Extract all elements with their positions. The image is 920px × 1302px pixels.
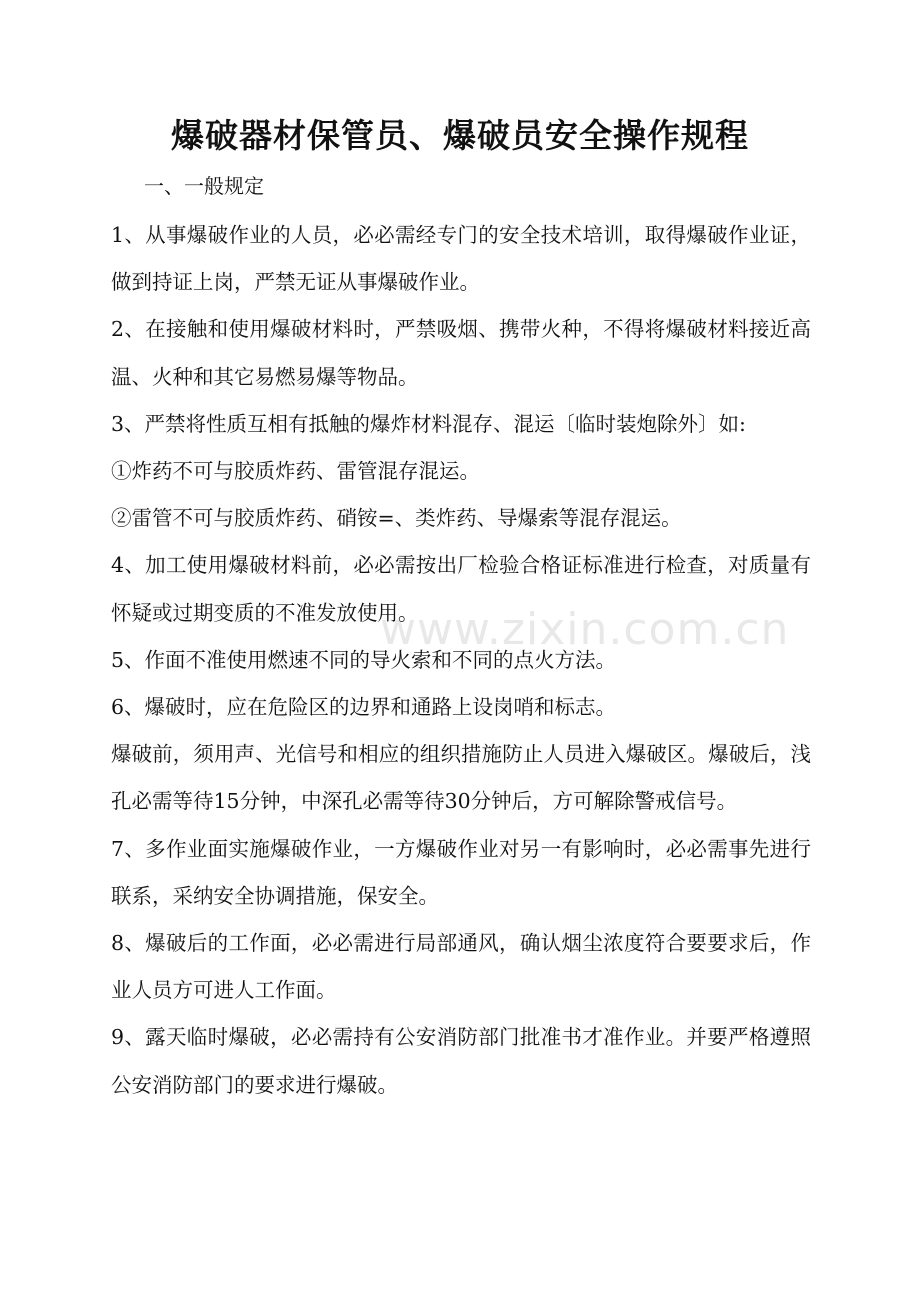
paragraph-3-item-1: ①炸药不可与胶质炸药、雷管混存混运。 — [111, 459, 480, 484]
paragraph-4: 4、加工使用爆破材料前，必必需按出厂检验合格证标准进行检查，对质量有怀疑或过期变质的不准发放使用。 — [111, 553, 811, 625]
document-title: 爆破器材保管员、爆破员安全操作规程 — [171, 116, 749, 155]
paragraph-6: 6、爆破时，应在危险区的边界和通路上设岗哨和标志。 — [111, 695, 617, 720]
paragraph-5: 5、作面不准使用燃速不同的导火索和不同的点火方法。 — [111, 647, 617, 672]
paragraph-9: 9、露天临时爆破，必必需持有公安消防部门批准书才准作业。并要严格遵照公安消防部门的要求进行爆破。 — [111, 1025, 811, 1097]
paragraph-8: 8、爆破后的工作面，必必需进行局部通风，确认烟尘浓度符合要要求后，作业人员方可进人工作面。 — [111, 931, 811, 1003]
document-body — [111, 212, 811, 1109]
paragraph-1: 1、从事爆破作业的人员，必必需经专门的安全技术培训，取得爆破作业证，做到持证上岗，严禁无证从事爆破作业。 — [111, 223, 811, 295]
paragraph-7: 7、多作业面实施爆破作业，一方爆破作业对另一有影响时，必必需事先进行联系，采纳安全协调措施，保安全。 — [111, 836, 811, 908]
paragraph-6-detail: 爆破前，须用声、光信号和相应的组织措施防止人员进入爆破区。爆破后，浅孔必需等待15分钟，中深孔必需等待30分钟后，方可解除警戒信号。 — [111, 742, 811, 814]
section-heading: 一、一般规定 — [144, 174, 264, 198]
paragraph-3: 3、严禁将性质互相有抵触的爆炸材料混存、混运〔临时装炮除外〕如: — [111, 411, 746, 436]
paragraph-3-item-2: ②雷管不可与胶质炸药、硝铵=、类炸药、导爆索等混存混运。 — [111, 506, 682, 531]
paragraph-2: 2、在接触和使用爆破材料时，严禁吸烟、携带火种，不得将爆破材料接近高温、火种和其它易燃易爆等物品。 — [111, 317, 811, 389]
watermark: www.zixin.com.cn — [380, 604, 790, 655]
